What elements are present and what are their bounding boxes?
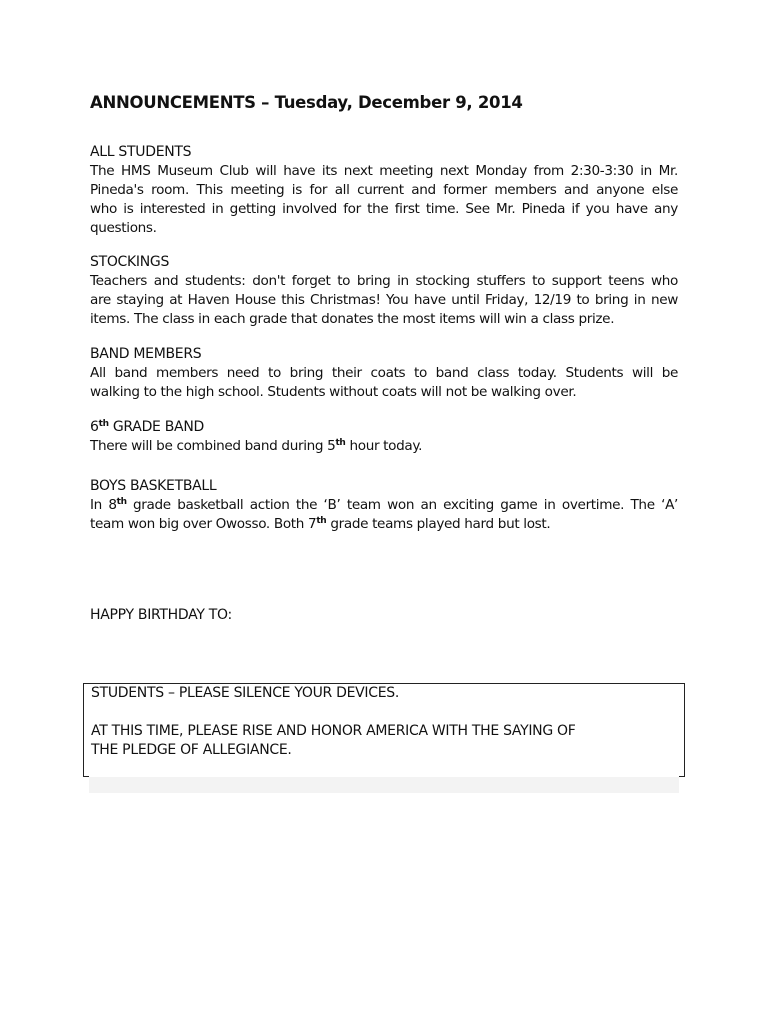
notice-line: AT THIS TIME, PLEASE RISE AND HONOR AMERICA WITH THE SAYING OF [91,723,576,739]
section-body [90,162,678,238]
body-line: items. The class in each grade that donates the most items will win a class prize. [90,311,615,327]
section-body [90,437,678,456]
notice-shading [89,777,679,793]
body-line: Teachers and students: don't forget to bring in stocking stuffers to support teens who [90,273,678,289]
announcement-band-members [90,345,678,402]
section-heading: STOCKINGS [90,254,170,270]
announcement-boys-basketball [90,477,678,534]
body-line: Pineda's room. This meeting is for all current and former members and anyone else [90,182,678,198]
section-body [90,272,678,329]
body-line: questions. [90,220,157,236]
notice-line: STUDENTS – PLEASE SILENCE YOUR DEVICES. [91,685,399,701]
notice-line: THE PLEDGE OF ALLEGIANCE. [91,742,292,758]
notice-text [91,684,576,760]
announcement-all-students [90,143,678,238]
section-body [90,496,678,534]
notice-box [83,683,685,777]
section-heading: BAND MEMBERS [90,346,202,362]
body-line: walking to the high school. Students without coats will not be walking over. [90,384,577,400]
body-line: There will be combined band during 5th hour today. [90,438,423,454]
section-body [90,364,678,402]
body-line: All band members need to bring their coats to band class today. Students will be [90,365,678,381]
section-heading: BOYS BASKETBALL [90,478,217,494]
section-heading: 6th GRADE BAND [90,419,204,435]
birthday-label: HAPPY BIRTHDAY TO: [90,607,232,623]
body-line: are staying at Haven House this Christmas! You have until Friday, 12/19 to bring in new [90,292,678,308]
body-line: who is interested in getting involved for the first time. See Mr. Pineda if you have any [90,201,678,217]
body-line: team won big over Owosso. Both 7th grade teams played hard but lost. [90,516,551,532]
body-line: The HMS Museum Club will have its next meeting next Monday from 2:30-3:30 in Mr. [90,163,678,179]
page-title: ANNOUNCEMENTS – Tuesday, December 9, 2014 [90,93,523,112]
announcement-stockings [90,253,678,329]
announcement-6th-grade-band [90,418,678,456]
body-line: In 8th grade basketball action the ‘B’ team won an exciting game in overtime. The ‘A’ [90,497,678,513]
section-heading: ALL STUDENTS [90,144,192,160]
